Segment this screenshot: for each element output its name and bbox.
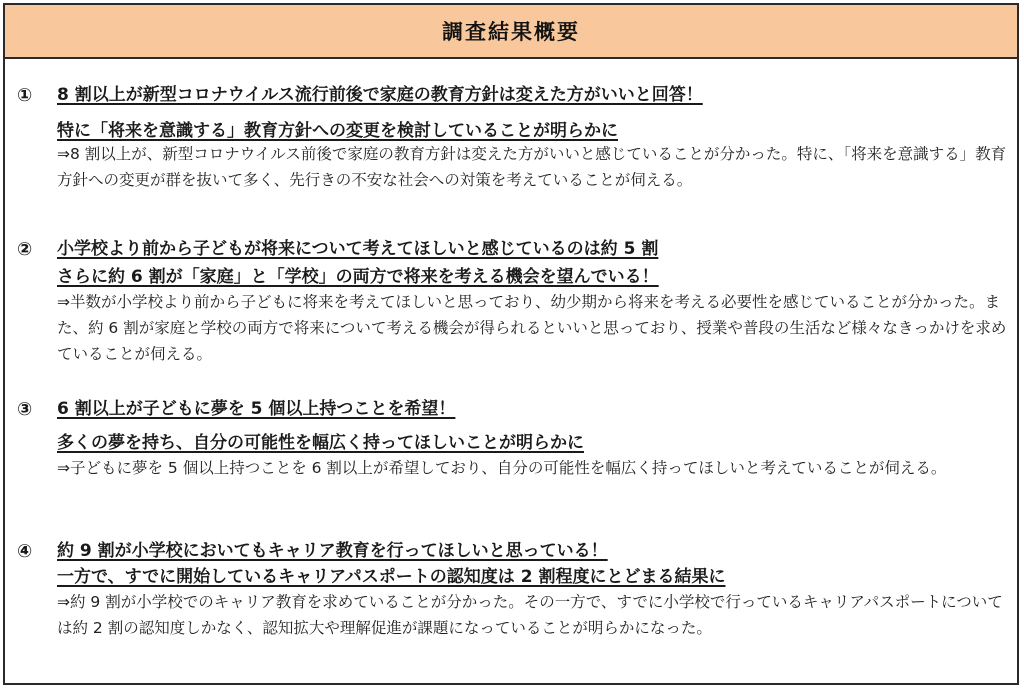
item-headline-secondary: 多くの夢を持ち、自分の可能性を幅広く持ってほしいことが明らかに xyxy=(57,433,584,453)
item-description: ⇒子どもに夢を 5 個以上持つことを 6 割以上が希望しており、自分の可能性を幅広く持ってほしいと考えていることが伺える。 xyxy=(57,459,947,477)
item-number: ① xyxy=(17,85,33,106)
item-number: ③ xyxy=(17,399,33,420)
summary-panel xyxy=(3,3,1019,685)
item-description: ⇒半数が小学校より前から子どもに将来を考えてほしいと思っており、幼少期から将来を考える必要性を感じていることが分かった。また、約 6 割が家庭と学校の両方で将来について考える機会が得られるといいと思っており、授業や普段の生活など様々なきっかけを求めていることが伺える。 xyxy=(57,293,1007,363)
item-number: ④ xyxy=(17,541,33,562)
item-description: ⇒約 9 割が小学校でのキャリア教育を求めていることが分かった。その一方で、すでに小学校で行っているキャリアパスポートについては約 2 割の認知度しかなく、認知拡大や理解促進が課題になっていることが明らかになった。 xyxy=(57,593,1003,637)
item-description: ⇒8 割以上が、新型コロナウイルス前後で家庭の教育方針は変えた方がいいと感じていることが分かった。特に、「将来を意識する」教育方針への変更が群を抜いて多く、先行きの不安な社会への対策を考えていることが伺える。 xyxy=(57,145,1007,189)
item-headline-primary: 小学校より前から子どもが将来について考えてほしいと感じているのは約 5 割 xyxy=(57,239,659,259)
item-number: ② xyxy=(17,239,33,260)
page-title: 調査結果概要 xyxy=(442,20,580,44)
item-headline-primary: 6 割以上が子どもに夢を 5 個以上持つことを希望！ xyxy=(57,399,456,419)
item-headline-secondary: 一方で、すでに開始しているキャリアパスポートの認知度は 2 割程度にとどまる結果に xyxy=(57,567,726,587)
header-bar xyxy=(5,5,1017,59)
item-headline-secondary: さらに約 6 割が「家庭」と「学校」の両方で将来を考える機会を望んでいる！ xyxy=(57,267,659,287)
item-headline-primary: 約 9 割が小学校においてもキャリア教育を行ってほしいと思っている！ xyxy=(57,541,608,561)
item-headline-primary: 8 割以上が新型コロナウイルス流行前後で家庭の教育方針は変えた方がいいと回答！ xyxy=(57,85,703,105)
item-headline-secondary: 特に「将来を意識する」教育方針への変更を検討していることが明らかに xyxy=(57,121,618,141)
